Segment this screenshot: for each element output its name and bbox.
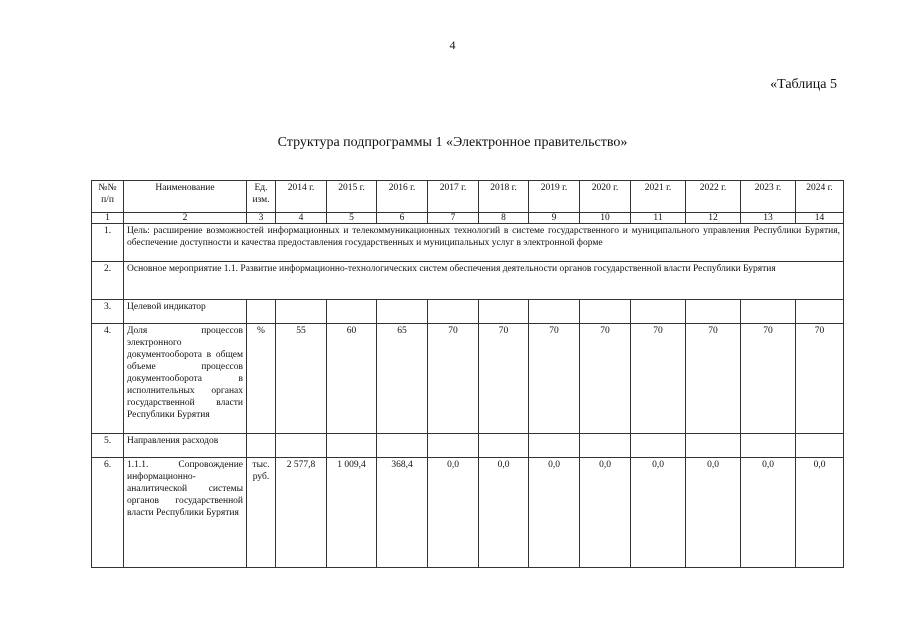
header-cell: 2017 г. [428, 181, 479, 213]
value-cell: 70 [741, 324, 796, 434]
header-cell: 2019 г. [529, 181, 580, 213]
column-number-cell: 6 [377, 213, 428, 224]
subprogram-structure-table [91, 180, 844, 568]
table-row [92, 224, 844, 262]
column-number-cell: 9 [529, 213, 580, 224]
header-cell: Ед. изм. [247, 181, 276, 213]
value-cell: 0,0 [479, 458, 529, 568]
value-cell [741, 434, 796, 458]
unit-cell [247, 434, 276, 458]
value-cell: 0,0 [796, 458, 844, 568]
column-number-row [92, 213, 844, 224]
unit-cell: тыс. руб. [247, 458, 276, 568]
value-cell [377, 300, 428, 324]
header-row [92, 181, 844, 213]
header-cell: 2015 г. [327, 181, 377, 213]
value-cell: 70 [580, 324, 631, 434]
value-cell [741, 300, 796, 324]
value-cell: 0,0 [428, 458, 479, 568]
value-cell [686, 300, 741, 324]
value-cell: 55 [276, 324, 327, 434]
value-cell [327, 434, 377, 458]
value-cell [580, 300, 631, 324]
row-number: 6. [92, 458, 124, 568]
value-cell [479, 434, 529, 458]
column-number-cell: 2 [124, 213, 247, 224]
value-cell: 70 [686, 324, 741, 434]
goal-text: Цель: расширение возможностей информационных и телекоммуникационных технологий в системе государственного и муниципального управления Республики Бурятия, обеспечение доступности и качества предоставления государственных и муниципальных услуг в электронной форме [124, 224, 844, 262]
column-number-cell: 11 [631, 213, 686, 224]
value-cell [631, 434, 686, 458]
value-cell [529, 300, 580, 324]
unit-cell [247, 300, 276, 324]
header-cell: 2014 г. [276, 181, 327, 213]
value-cell [428, 300, 479, 324]
value-cell: 70 [428, 324, 479, 434]
column-number-cell: 12 [686, 213, 741, 224]
value-cell: 65 [377, 324, 428, 434]
value-cell: 70 [479, 324, 529, 434]
value-cell [428, 434, 479, 458]
row-number: 5. [92, 434, 124, 458]
value-cell [631, 300, 686, 324]
value-cell: 1 009,4 [327, 458, 377, 568]
value-cell: 2 577,8 [276, 458, 327, 568]
value-cell: 0,0 [631, 458, 686, 568]
row-number: 3. [92, 300, 124, 324]
table-row [92, 458, 844, 568]
table-row [92, 324, 844, 434]
column-number-cell: 5 [327, 213, 377, 224]
header-cell: 2023 г. [741, 181, 796, 213]
header-cell: 2020 г. [580, 181, 631, 213]
header-cell: Наименование [124, 181, 247, 213]
row-name: Направления расходов [124, 434, 247, 458]
header-cell: 2021 г. [631, 181, 686, 213]
header-cell: №№ п/п [92, 181, 124, 213]
value-cell [479, 300, 529, 324]
value-cell [377, 434, 428, 458]
table-label: «Таблица 5 [770, 77, 837, 92]
row-number: 1. [92, 224, 124, 262]
value-cell: 60 [327, 324, 377, 434]
column-number-cell: 7 [428, 213, 479, 224]
column-number-cell: 8 [479, 213, 529, 224]
unit-cell: % [247, 324, 276, 434]
header-cell: 2018 г. [479, 181, 529, 213]
header-cell: 2022 г. [686, 181, 741, 213]
table-row [92, 434, 844, 458]
page-number: 4 [449, 38, 456, 52]
row-name: 1.1.1. Сопровождение информационно-аналитической системы органов государственной власти Республики Бурятия [124, 458, 247, 568]
column-number-cell: 3 [247, 213, 276, 224]
row-number: 2. [92, 262, 124, 300]
value-cell [796, 300, 844, 324]
value-cell: 0,0 [741, 458, 796, 568]
value-cell [580, 434, 631, 458]
column-number-cell: 10 [580, 213, 631, 224]
column-number-cell: 4 [276, 213, 327, 224]
document-title: Структура подпрограммы 1 «Электронное правительство» [277, 135, 628, 150]
column-number-cell: 14 [796, 213, 844, 224]
row-name: Доля процессов электронного документооборота в общем объеме процессов документооборота в исполнительных органах государственной власти Республики Бурятия [124, 324, 247, 434]
value-cell: 0,0 [529, 458, 580, 568]
value-cell: 70 [631, 324, 686, 434]
table-row [92, 262, 844, 300]
value-cell [276, 434, 327, 458]
main-activity-text: Основное мероприятие 1.1. Развитие информационно-технологических систем обеспечения деятельности органов государственной власти Республики Бурятия [124, 262, 844, 300]
header-cell: 2016 г. [377, 181, 428, 213]
row-number: 4. [92, 324, 124, 434]
value-cell: 70 [529, 324, 580, 434]
value-cell [686, 434, 741, 458]
column-number-cell: 13 [741, 213, 796, 224]
value-cell: 368,4 [377, 458, 428, 568]
value-cell: 0,0 [686, 458, 741, 568]
header-cell: 2024 г. [796, 181, 844, 213]
value-cell [529, 434, 580, 458]
value-cell [276, 300, 327, 324]
value-cell: 0,0 [580, 458, 631, 568]
value-cell [796, 434, 844, 458]
value-cell [327, 300, 377, 324]
table-row [92, 300, 844, 324]
column-number-cell: 1 [92, 213, 124, 224]
row-name: Целевой индикатор [124, 300, 247, 324]
value-cell: 70 [796, 324, 844, 434]
